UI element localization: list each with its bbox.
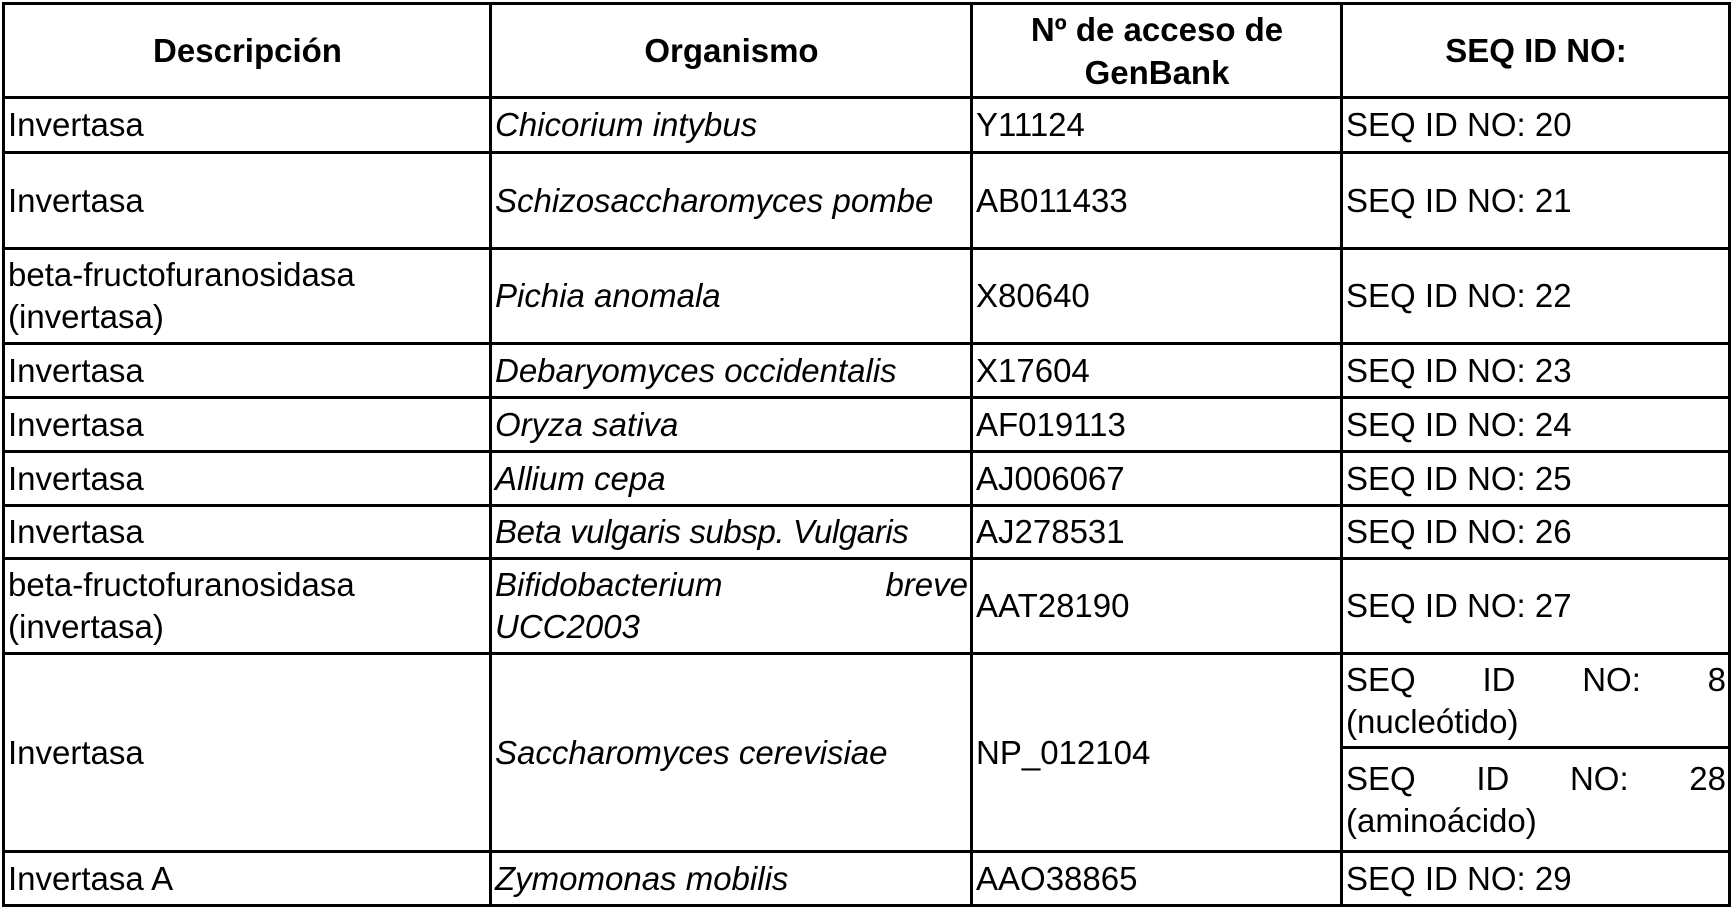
cell-descripcion: Invertasa — [4, 153, 491, 249]
cell-seq-id: SEQ ID NO: 26 — [1342, 506, 1730, 559]
cell-acceso: X17604 — [972, 344, 1342, 398]
table-row — [4, 654, 1730, 748]
cell-acceso: Y11124 — [972, 98, 1342, 153]
cell-descripcion: Invertasa — [4, 452, 491, 506]
header-descripcion: Descripción — [4, 4, 491, 98]
header-seq-id: SEQ ID NO: — [1342, 4, 1730, 98]
table-row — [4, 559, 1730, 654]
cell-organismo: Allium cepa — [491, 452, 972, 506]
cell-descripcion: beta-fructofuranosidasa (invertasa) — [4, 249, 491, 344]
cell-acceso: AB011433 — [972, 153, 1342, 249]
table-row — [4, 344, 1730, 398]
cell-seq-id: SEQ ID NO: 22 — [1342, 249, 1730, 344]
cell-seq-id: SEQ ID NO: 21 — [1342, 153, 1730, 249]
cell-seq-id: SEQ ID NO: 20 — [1342, 98, 1730, 153]
table-row — [4, 452, 1730, 506]
table-row — [4, 852, 1730, 906]
header-row — [4, 4, 1730, 98]
cell-seq-id: SEQ ID NO: 24 — [1342, 398, 1730, 452]
cell-acceso: AJ278531 — [972, 506, 1342, 559]
cell-acceso: NP_012104 — [972, 654, 1342, 852]
cell-seq-id: SEQ ID NO: 23 — [1342, 344, 1730, 398]
cell-descripcion: Invertasa — [4, 654, 491, 852]
cell-descripcion: Invertasa — [4, 506, 491, 559]
cell-acceso: AF019113 — [972, 398, 1342, 452]
cell-descripcion: Invertasa — [4, 98, 491, 153]
cell-organismo: Debaryomyces occidentalis — [491, 344, 972, 398]
table-row — [4, 506, 1730, 559]
table-row — [4, 249, 1730, 344]
cell-descripcion: Invertasa — [4, 398, 491, 452]
header-organismo: Organismo — [491, 4, 972, 98]
cell-organismo: Bifidobacterium breve UCC2003 — [491, 559, 972, 654]
cell-organismo: Oryza sativa — [491, 398, 972, 452]
cell-acceso: AAO38865 — [972, 852, 1342, 906]
cell-organismo: Beta vulgaris subsp. Vulgaris — [491, 506, 972, 559]
cell-seq-id: SEQ ID NO: 25 — [1342, 452, 1730, 506]
cell-organismo: Saccharomyces cerevisiae — [491, 654, 972, 852]
cell-acceso: AAT28190 — [972, 559, 1342, 654]
cell-organismo: Zymomonas mobilis — [491, 852, 972, 906]
cell-descripcion: Invertasa — [4, 344, 491, 398]
table-row — [4, 398, 1730, 452]
header-acceso: Nº de acceso de GenBank — [972, 4, 1342, 98]
table-row — [4, 98, 1730, 153]
cell-organismo: Chicorium intybus — [491, 98, 972, 153]
cell-acceso: X80640 — [972, 249, 1342, 344]
cell-seq-id: SEQ ID NO: 27 — [1342, 559, 1730, 654]
cell-seq-id-nucleotide: SEQ ID NO: 8 (nucleótido) — [1342, 654, 1730, 748]
cell-seq-id: SEQ ID NO: 29 — [1342, 852, 1730, 906]
cell-descripcion: beta-fructofuranosidasa (invertasa) — [4, 559, 491, 654]
invertase-table — [2, 2, 1731, 907]
cell-acceso: AJ006067 — [972, 452, 1342, 506]
cell-seq-id-aminoacid: SEQ ID NO: 28 (aminoácido) — [1342, 748, 1730, 852]
cell-organismo: Schizosaccharomyces pombe — [491, 153, 972, 249]
cell-descripcion: Invertasa A — [4, 852, 491, 906]
table-row — [4, 153, 1730, 249]
cell-organismo: Pichia anomala — [491, 249, 972, 344]
